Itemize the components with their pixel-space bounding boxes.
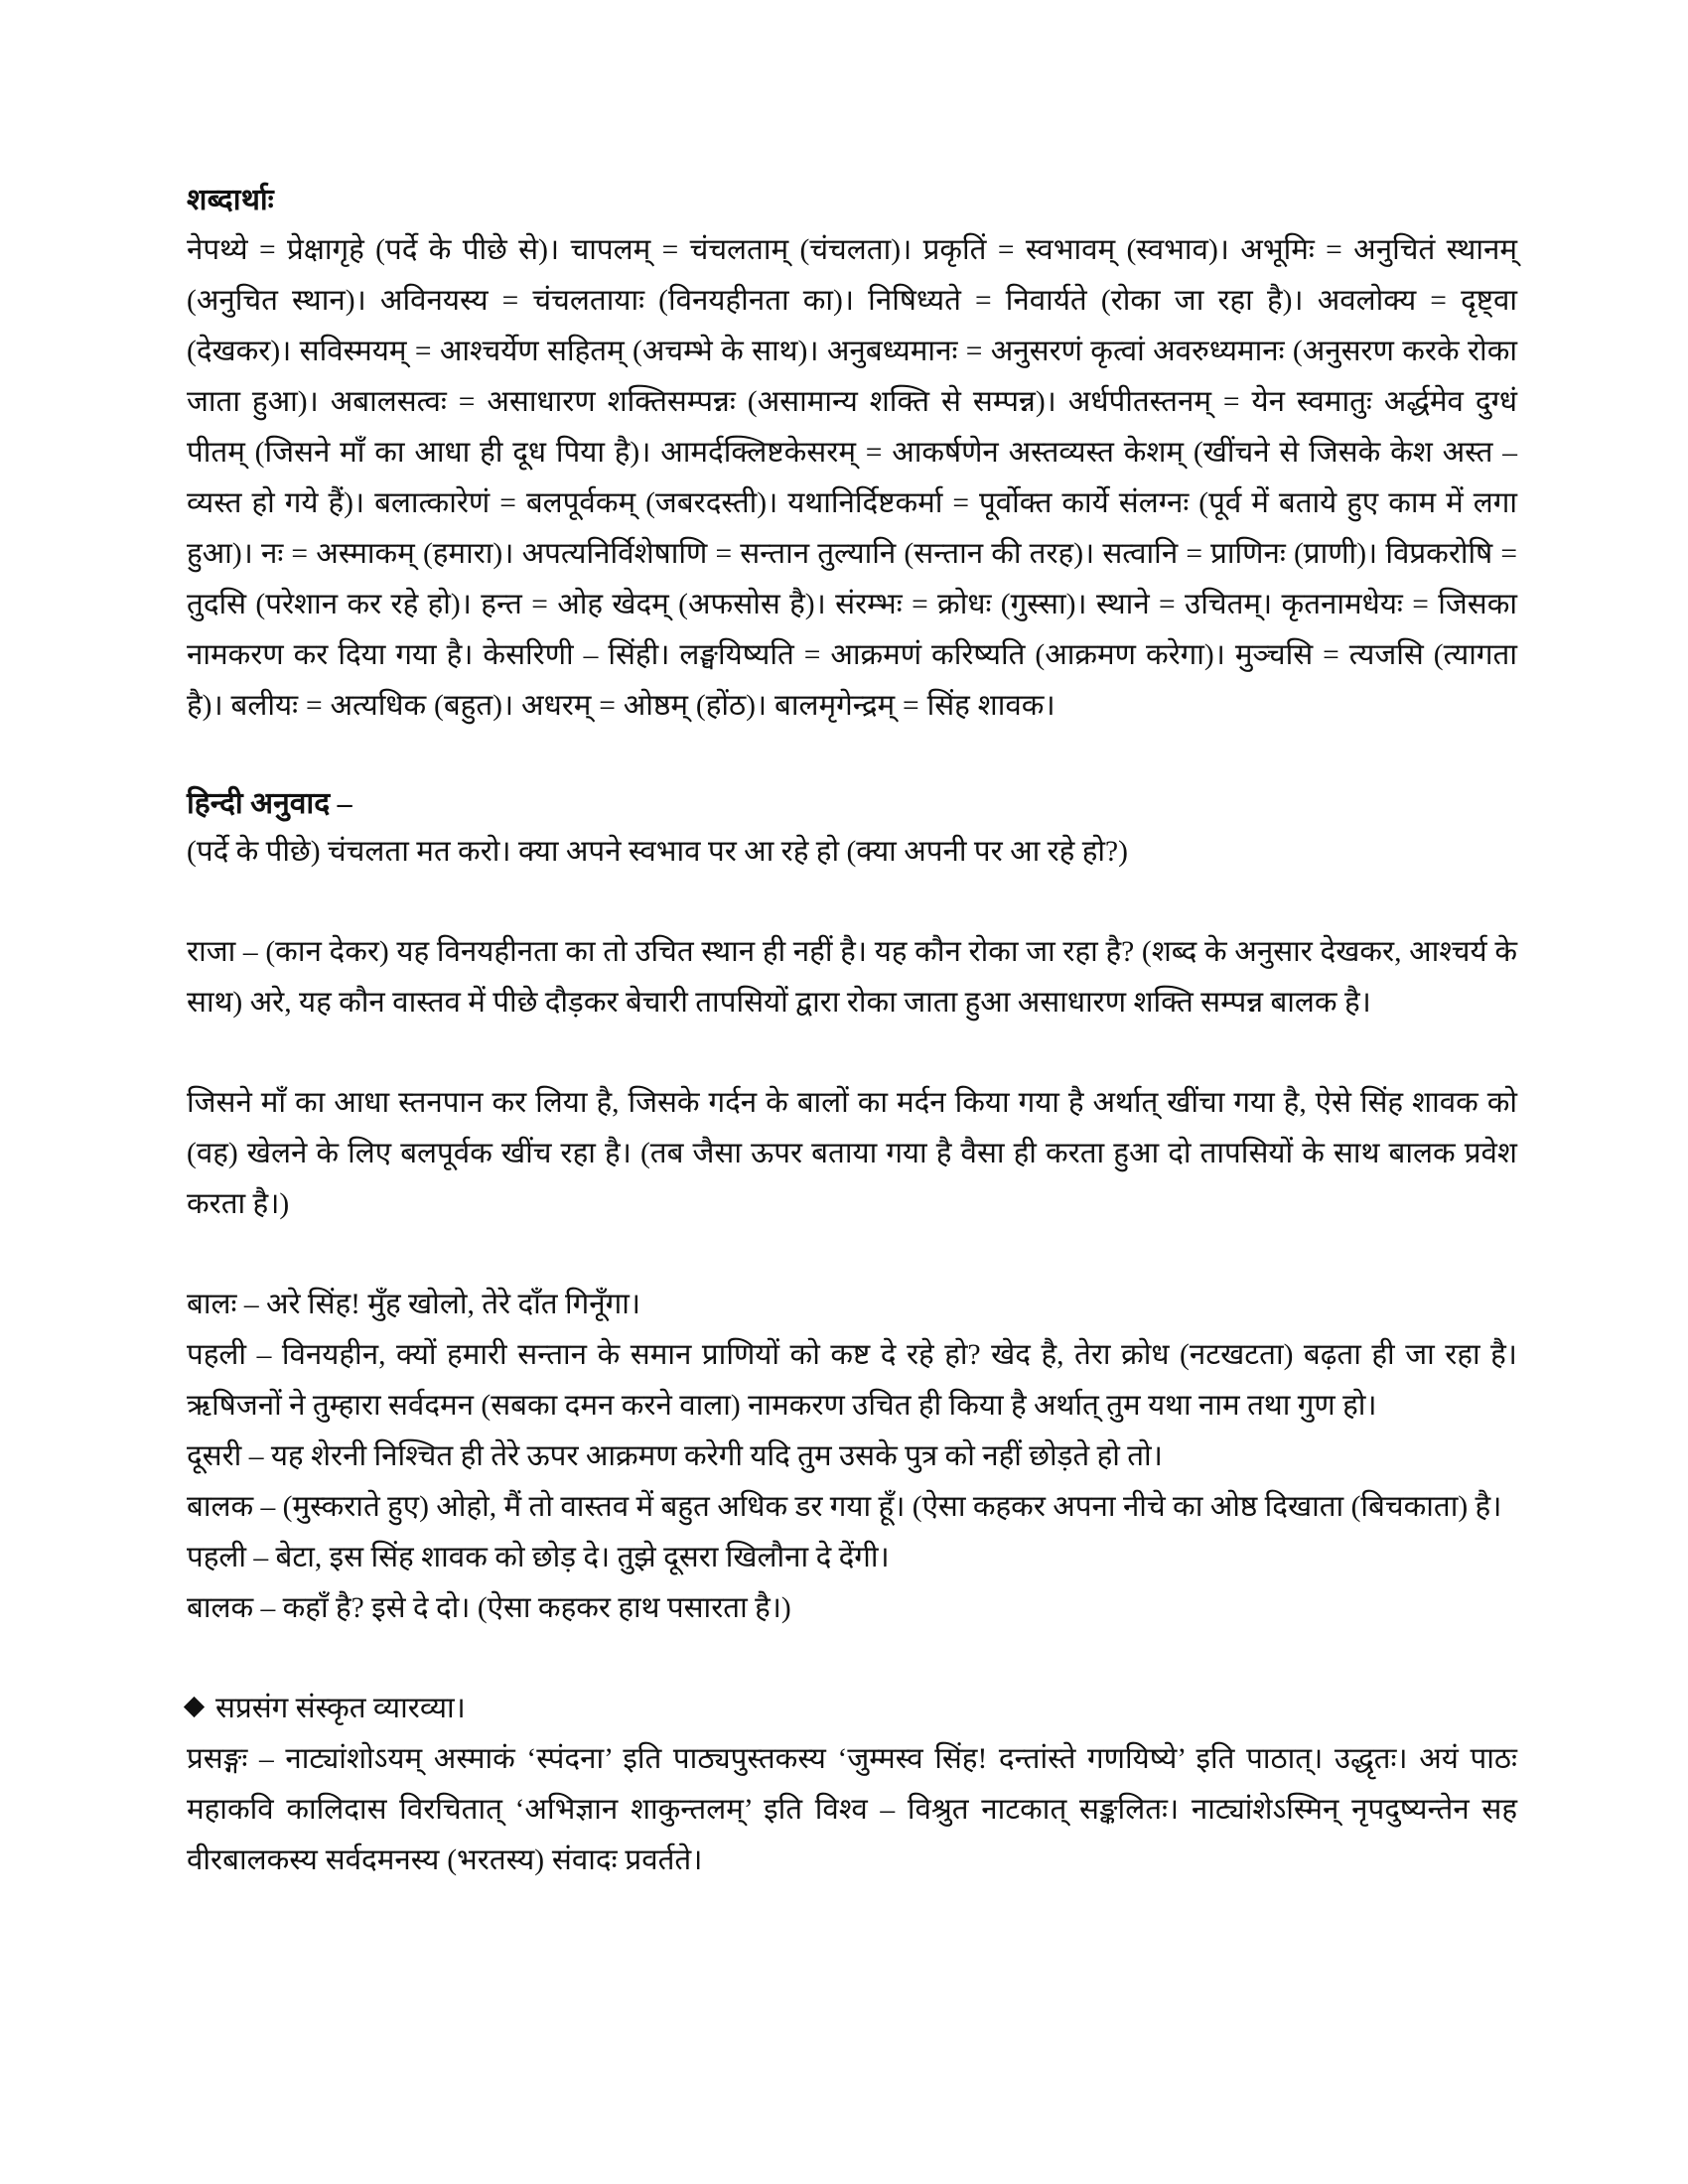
anuvad-paragraph-1: (पर्दे के पीछे) चंचलता मत करो। क्या अपने स्वभाव पर आ रहे हो (क्या अपनी पर आ रहे हो?) (187, 835, 1128, 868)
anuvad-paragraph-2: राजा – (कान देकर) यह विनयहीनता का तो उचित स्थान ही नहीं है। यह कौन रोका जा रहा है? (शब्द के अनुसार देखकर, आश्चर्य के साथ) अरे, यह कौन वास्तव में पीछे दौड़कर बेचारी तापसियों द्वारा रोका जाता हुआ असाधारण शक्ति सम्पन्न बालक है। (187, 935, 1517, 1019)
vyakhya-body: प्रसङ्गः – नाट्यांशोऽयम् अस्माकं ‘स्पंदना’ इति पाठ्यपुस्तकस्य ‘जुम्मस्व सिंह! दन्तांस्ते गणयिष्ये’ इति पाठात्। उद्धृतः। अयं पाठः महाकवि कालिदास विरचितात् ‘अभिज्ञान शाकुन्तलम्’ इति विश्व – विश्रुत नाटकात् सङ्कलितः। नाट्यांशेऽस्मिन् नृपदुष्यन्तेन सह वीरबालकस्य सर्वदमनस्य (भरतस्य) संवादः प्रवर्तते। (187, 1742, 1517, 1876)
anuvad-paragraph-3: जिसने माँ का आधा स्तनपान कर लिया है, जिसके गर्दन के बालों का मर्दन किया गया है अर्थात् खींचा गया है, ऐसे सिंह शावक को (वह) खेलने के लिए बलपूर्वक खींच रहा है। (तब जैसा ऊपर बताया गया है वैसा ही करता हुआ दो तापसियों के साथ बालक प्रवेश करता है।) (187, 1086, 1517, 1220)
vyakhya-bullet-row (187, 1684, 1517, 1734)
anuvad-heading: हिन्दी अनुवाद – (187, 786, 352, 820)
dialogue-line-pehli-2: पहली – बेटा, इस सिंह शावक को छोड़ दे। तुझे दूसरा खिलौना दे देंगी। (187, 1541, 890, 1573)
spacer (187, 1230, 1517, 1280)
spacer (187, 1634, 1517, 1684)
shabdarth-body: नेपथ्ये = प्रेक्षागृहे (पर्दे के पीछे से)। चापलम् = चंचलताम् (चंचलता)। प्रकृतिं = स्वभावम् (स्वभाव)। अभूमिः = अनुचितं स्थानम् (अनुचित स्थान)। अविनयस्य = चंचलतायाः (विनयहीनता का)। निषिध्यते = निवार्यते (रोका जा रहा है)। अवलोक्य = दृष्ट्वा (देखकर)। सविस्मयम् = आश्चर्येण सहितम् (अचम्भे के साथ)। अनुबध्यमानः = अनुसरणं कृत्वां अवरुध्यमानः (अनुसरण करके रोका जाता हुआ)। अबालसत्वः = असाधारण शक्तिसम्पन्नः (असामान्य शक्ति से सम्पन्न)। अर्धपीतस्तनम् = येन स्वमातुः अर्द्धमेव दुग्धं पीतम् (जिसने माँ का आधा ही दूध पिया है)। आमर्दक्लिष्टकेसरम् = आकर्षणेन अस्तव्यस्त केशम् (खींचने से जिसके केश अस्त – व्यस्त हो गये हैं)। बलात्कारेणं = बलपूर्वकम् (जबरदस्ती)। यथानिर्दिष्टकर्मा = पूर्वोक्त कार्ये संलग्नः (पूर्व में बताये हुए काम में लगा हुआ)। नः = अस्माकम् (हमारा)। अपत्यनिर्विशेषाणि = सन्तान तुल्यानि (सन्तान की तरह)। सत्वानि = प्राणिनः (प्राणी)। विप्रकरोषि = तुदसि (परेशान कर रहे हो)। हन्त = ओह खेदम् (अफसोस है)। संरम्भः = क्रोधः (गुस्सा)। स्थाने = उचितम्। कृतनामधेयः = जिसका नामकरण कर दिया गया है। केसरिणी – सिंही। लङ्घयिष्यति = आक्रमणं करिष्यति (आक्रमण करेगा)। मुञ्चसि = त्यजसि (त्यागता है)। बलीयः = अत्यधिक (बहुत)। अधरम् = ओष्ठम् (होंठ)। बालमृगेन्द्रम् = सिंह शावक। (187, 233, 1517, 722)
page-content (187, 181, 1517, 1886)
spacer (187, 878, 1517, 927)
spacer (187, 732, 1517, 783)
dialogue-line-pehli-1: पहली – विनयहीन, क्यों हमारी सन्तान के समान प्राणियों को कष्ट दे रहे हो? खेद है, तेरा क्रोध (नटखटता) बढ़ता ही जा रहा है। ऋषिजनों ने तुम्हारा सर्वदमन (सबका दमन करने वाला) नामकरण उचित ही किया है अर्थात् तुम यथा नाम तथा गुण हो। (187, 1338, 1517, 1422)
vyakhya-bullet-label: सप्रसंग संस्कृत व्यारव्या। (215, 1692, 466, 1724)
dialogue-line-balak-2: बालक – कहाँ है? इसे दे दो। (ऐसा कहकर हाथ पसारता है।) (187, 1591, 791, 1624)
spacer (187, 1028, 1517, 1078)
dialogue-line-balak-1: बालक – (मुस्कराते हुए) ओहो, मैं तो वास्तव में बहुत अधिक डर गया हूँ। (ऐसा कहकर अपना नीचे का ओष्ठ दिखाता (बिचकाता) है। (187, 1490, 1502, 1523)
dialogue-line-balah: बालः – अरे सिंह! मुँह खोलो, तेरे दाँत गिनूँगा। (187, 1288, 641, 1320)
dialogue-line-doosri: दूसरी – यह शेरनी निश्चित ही तेरे ऊपर आक्रमण करेगी यदि तुम उसके पुत्र को नहीं छोड़ते हो तो। (187, 1439, 1163, 1472)
diamond-bullet-icon (184, 1696, 205, 1716)
shabdarth-heading: शब्दार्थाः (187, 184, 274, 216)
